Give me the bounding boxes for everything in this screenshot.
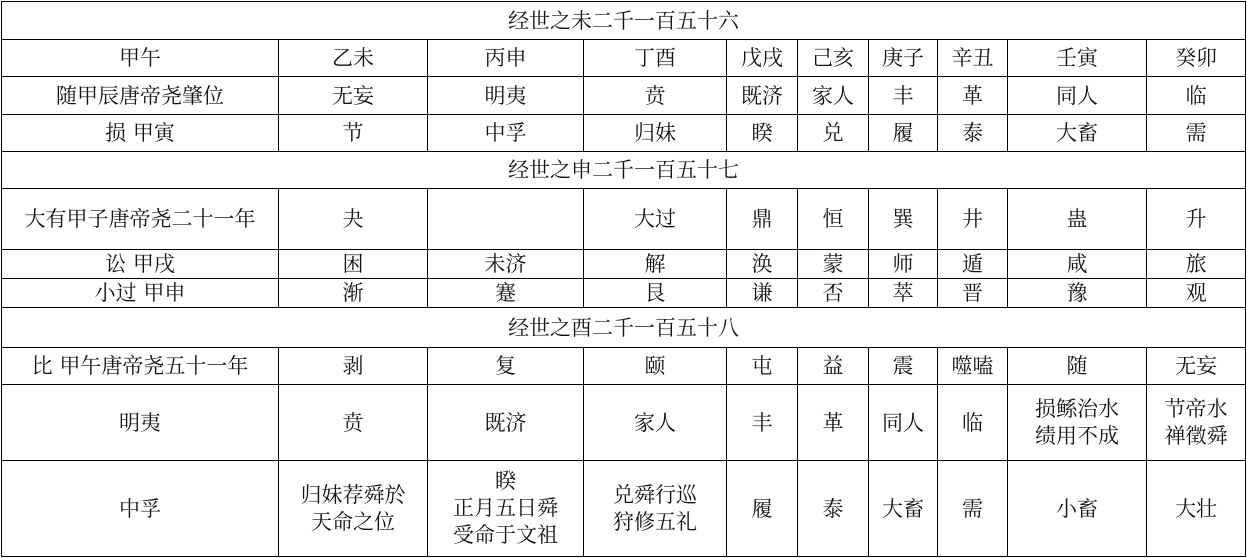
hexagram-cell: 贲 (279, 385, 428, 461)
hexagram-cell: 乙未 (279, 40, 428, 77)
hexagram-cell: 解 (584, 250, 727, 279)
hexagram-cell: 履 (869, 115, 938, 152)
hexagram-cell (428, 189, 584, 250)
hexagram-cell: 大畜 (869, 461, 938, 557)
hexagram-cell: 需 (1147, 115, 1246, 152)
hexagram-cell: 蹇 (428, 279, 584, 308)
hexagram-cell: 颐 (584, 348, 727, 385)
hexagram-cell: 涣 (727, 250, 798, 279)
hexagram-cell: 履 (727, 461, 798, 557)
hexagram-cell: 大壮 (1147, 461, 1246, 557)
hexagram-cell: 遁 (938, 250, 1008, 279)
row-label-cell: 小过 甲申 (2, 279, 279, 308)
hexagram-cell: 丰 (727, 385, 798, 461)
hexagram-cell: 既济 (727, 77, 798, 115)
hexagram-note-cell: 节帝水 禅徵舜 (1147, 385, 1246, 461)
row-label-cell: 明夷 (2, 385, 279, 461)
hexagram-cell: 泰 (798, 461, 869, 557)
hexagram-cell: 大过 (584, 189, 727, 250)
hexagram-cell: 晋 (938, 279, 1008, 308)
hexagram-cell: 屯 (727, 348, 798, 385)
hexagram-cell: 同人 (1008, 77, 1147, 115)
hexagram-cell: 贲 (584, 77, 727, 115)
hexagram-cell: 无妄 (279, 77, 428, 115)
hexagram-cell: 蒙 (798, 250, 869, 279)
hexagram-cell: 既济 (428, 385, 584, 461)
hexagram-cell: 戊戌 (727, 40, 798, 77)
hexagram-cell: 咸 (1008, 250, 1147, 279)
hexagram-cell: 复 (428, 348, 584, 385)
hexagram-cell: 旅 (1147, 250, 1246, 279)
hexagram-note-cell: 归妹荐舜於 天命之位 (279, 461, 428, 557)
hexagram-cell: 丰 (869, 77, 938, 115)
hexagram-cell: 丙申 (428, 40, 584, 77)
hexagram-cell: 蛊 (1008, 189, 1147, 250)
row-label-cell: 损 甲寅 (2, 115, 279, 152)
section-title: 经世之酉二千一百五十八 (2, 308, 1246, 348)
hexagram-cell: 随 (1008, 348, 1147, 385)
hexagram-cell: 师 (869, 250, 938, 279)
hexagram-cell: 临 (1147, 77, 1246, 115)
hexagram-cell: 困 (279, 250, 428, 279)
hexagram-cell: 小畜 (1008, 461, 1147, 557)
hexagram-cell: 归妹 (584, 115, 727, 152)
hexagram-cell: 庚子 (869, 40, 938, 77)
hexagram-cell: 萃 (869, 279, 938, 308)
hexagram-cell: 节 (279, 115, 428, 152)
row-label-cell: 讼 甲戌 (2, 250, 279, 279)
section-title: 经世之未二千一百五十六 (2, 2, 1246, 40)
hexagram-cell: 己亥 (798, 40, 869, 77)
hexagram-cell: 井 (938, 189, 1008, 250)
hexagram-cell: 大畜 (1008, 115, 1147, 152)
hexagram-cell: 泰 (938, 115, 1008, 152)
hexagram-note-cell: 损鲧治水 绩用不成 (1008, 385, 1147, 461)
hexagram-cell: 鼎 (727, 189, 798, 250)
hexagram-cell: 临 (938, 385, 1008, 461)
hexagram-cell: 壬寅 (1008, 40, 1147, 77)
hexagram-cell: 渐 (279, 279, 428, 308)
row-label-cell: 甲午 (2, 40, 279, 77)
hexagram-cell: 辛丑 (938, 40, 1008, 77)
hexagram-cell: 震 (869, 348, 938, 385)
hexagram-cell: 益 (798, 348, 869, 385)
hexagram-cell: 豫 (1008, 279, 1147, 308)
hexagram-cell: 兑 (798, 115, 869, 152)
hexagram-cell: 升 (1147, 189, 1246, 250)
hexagram-cell: 未济 (428, 250, 584, 279)
section-title: 经世之申二千一百五十七 (2, 152, 1246, 189)
hexagram-cell: 革 (798, 385, 869, 461)
hexagram-cell: 艮 (584, 279, 727, 308)
hexagram-cell: 革 (938, 77, 1008, 115)
row-label-cell: 中孚 (2, 461, 279, 557)
hexagram-cell: 需 (938, 461, 1008, 557)
hexagram-note-cell: 睽 正月五日舜 受命于文祖 (428, 461, 584, 557)
row-label-cell: 大有甲子唐帝尧二十一年 (2, 189, 279, 250)
hexagram-cell: 睽 (727, 115, 798, 152)
hexagram-cell: 中孚 (428, 115, 584, 152)
hexagram-chronology-table (1, 1, 1246, 557)
hexagram-cell: 癸卯 (1147, 40, 1246, 77)
hexagram-cell: 噬嗑 (938, 348, 1008, 385)
hexagram-cell: 剥 (279, 348, 428, 385)
row-label-cell: 比 甲午唐帝尧五十一年 (2, 348, 279, 385)
hexagram-note-cell: 兑舜行巡 狩修五礼 (584, 461, 727, 557)
hexagram-cell: 夬 (279, 189, 428, 250)
hexagram-cell: 明夷 (428, 77, 584, 115)
hexagram-cell: 家人 (798, 77, 869, 115)
hexagram-cell: 恒 (798, 189, 869, 250)
hexagram-cell: 否 (798, 279, 869, 308)
hexagram-cell: 家人 (584, 385, 727, 461)
hexagram-cell: 谦 (727, 279, 798, 308)
row-label-cell: 随甲辰唐帝尧肇位 (2, 77, 279, 115)
hexagram-cell: 同人 (869, 385, 938, 461)
hexagram-cell: 观 (1147, 279, 1246, 308)
hexagram-cell: 无妄 (1147, 348, 1246, 385)
hexagram-cell: 巽 (869, 189, 938, 250)
hexagram-cell: 丁酉 (584, 40, 727, 77)
